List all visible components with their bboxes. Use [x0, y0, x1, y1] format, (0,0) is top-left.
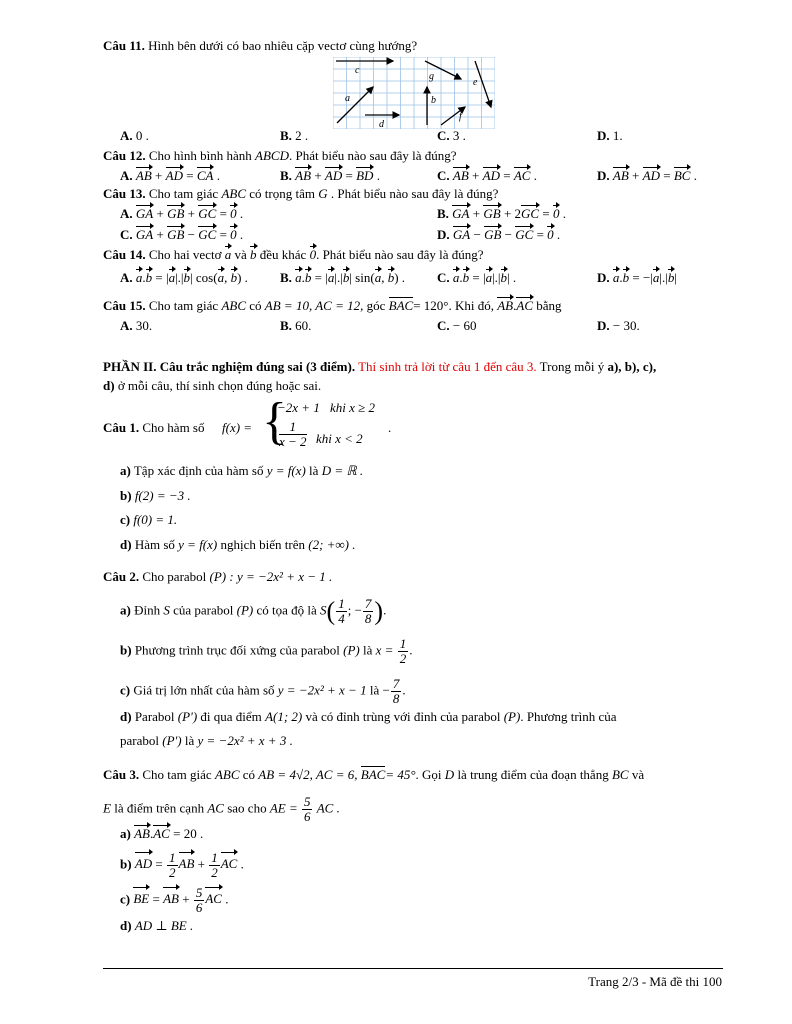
q12-option-a[interactable]: A. AB + AD = CA .: [120, 168, 220, 183]
p2-item-d-line2: parabol (P') là y = −2x² + x + 3 .: [120, 733, 293, 748]
q13-option-c[interactable]: C. GA + GB − GC = 0 .: [120, 227, 244, 242]
p1-case2: $\frac{1}{x - 2}$: [279, 419, 307, 449]
p1-item-c[interactable]: c) f(0) = 1.: [120, 512, 178, 527]
p3-stem-line2: E là điểm trên cạnh AC sao cho AE = $\frac{5}{6}$ AC .: [103, 794, 340, 824]
q13-stem: Câu 13. Cho tam giác ABC có trọng tâm G . Phát biểu nào sau đây là đúng?: [103, 186, 499, 201]
q12-stem: Câu 12. Cho hình bình hành ABCD. Phát biểu nào sau đây là đúng?: [103, 148, 457, 163]
q15-option-b[interactable]: B. 60.: [280, 318, 312, 333]
part2-heading: PHẦN II. Câu trắc nghiệm đúng sai (3 điểm). Thí sinh trả lời từ câu 1 đến câu 3. Trong mỗi ý a), b), c),: [103, 359, 657, 374]
q12-option-d[interactable]: D. AB + AD = BC .: [597, 168, 697, 183]
q11-stem: [103, 38, 417, 54]
vec-label-e: e: [473, 77, 478, 88]
q12-option-b[interactable]: B. AB + AD = BD .: [280, 168, 380, 183]
p2-item-d[interactable]: d) Parabol (P') đi qua điểm A(1; 2) và có đỉnh trùng với đỉnh của parabol (P). Phương trình của: [120, 709, 617, 724]
q11-label: Câu 11.: [103, 38, 145, 53]
q11-option-d[interactable]: D. 1.: [597, 128, 623, 143]
p3-item-a[interactable]: a) AB.AC = 20 .: [120, 826, 204, 841]
vec-label-g: g: [429, 71, 434, 82]
q15-option-d[interactable]: D. − 30.: [597, 318, 640, 333]
p1-case2-cond: khi x < 2: [316, 431, 363, 446]
p1-item-b[interactable]: b) f(2) = −3 .: [120, 488, 191, 503]
p1-fx: f(x) =: [222, 420, 253, 435]
q13-option-d[interactable]: D. GA − GB − GC = 0 .: [437, 227, 561, 242]
vector-grid-figure: [333, 57, 495, 129]
p1-stem: Câu 1. Cho hàm số: [103, 420, 205, 435]
vec-label-f: f: [459, 111, 462, 122]
q15-option-a[interactable]: A. 30.: [120, 318, 153, 333]
p2-item-a[interactable]: a) Đỉnh S của parabol (P) có tọa độ là S( $\frac{1}{4}$ ; − $\frac{7}{8}$ ).: [120, 596, 387, 626]
q14-option-c[interactable]: C. a.b = |a|.|b| .: [437, 270, 517, 285]
p1-item-a[interactable]: a) Tập xác định của hàm số y = f(x) là D = ℝ .: [120, 463, 364, 478]
p2-stem: Câu 2. Cho parabol (P) : y = −2x² + x − 1 .: [103, 569, 333, 584]
p2-item-b[interactable]: b) Phương trình trục đối xứng của parabol (P) là x = $\frac{1}{2}$ .: [120, 636, 413, 666]
p1-case1: −2x + 1: [277, 400, 320, 415]
q14-option-d[interactable]: D. a.b = −|a|.|b|: [597, 270, 677, 285]
q12-option-c[interactable]: C. AB + AD = AC .: [437, 168, 537, 183]
vec-label-d: d: [379, 119, 384, 129]
p2-item-c[interactable]: c) Giá trị lớn nhất của hàm số y = −2x² + x − 1 là − $\frac{7}{8}$ .: [120, 676, 406, 706]
q14-option-a[interactable]: A. a.b = |a|.|b| cos(a, b) .: [120, 270, 248, 285]
q14-option-b[interactable]: B. a.b = |a|.|b| sin(a, b) .: [280, 270, 406, 285]
q11-option-a[interactable]: A. 0 .: [120, 128, 149, 143]
p1-item-d[interactable]: d) Hàm số y = f(x) nghịch biến trên (2; +∞) .: [120, 537, 356, 552]
q15-stem: Câu 15. Cho tam giác ABC có AB = 10, AC = 12, góc BAC= 120°. Khi đó, AB.AC bằng: [103, 298, 562, 313]
footer-divider: [103, 968, 723, 969]
page-footer: Trang 2/3 - Mã đề thi 100: [588, 974, 722, 989]
q11-text: Hình bên dưới có bao nhiêu cặp vectơ cùng hướng?: [148, 38, 418, 53]
vec-label-c: c: [355, 65, 360, 76]
vec-label-b: b: [431, 95, 436, 106]
q13-option-b[interactable]: B. GA + GB + 2GC = 0 .: [437, 206, 566, 221]
p3-item-c[interactable]: c) BE = AB + $\frac{5}{6}$ AC .: [120, 885, 229, 915]
p3-item-b[interactable]: b) AD = $\frac{1}{2}$ AB + $\frac{1}{2}$ AC .: [120, 850, 244, 880]
p3-stem: Câu 3. Cho tam giác ABC có AB = 4√2, AC = 6, BAC= 45°. Gọi D là trung điểm của đoạn thẳng BC và: [103, 767, 645, 782]
part2-heading-line2: d) ở mỗi câu, thí sinh chọn đúng hoặc sai.: [103, 378, 322, 393]
p1-brace: {: [262, 393, 287, 450]
q15-option-c[interactable]: C. − 60: [437, 318, 477, 333]
vec-label-a: a: [345, 93, 350, 104]
p1-case1-cond: khi x ≥ 2: [330, 400, 376, 415]
q11-option-b[interactable]: B. 2 .: [280, 128, 309, 143]
q14-stem: Câu 14. Cho hai vectơ a và b đều khác 0. Phát biểu nào sau đây là đúng?: [103, 247, 484, 262]
p3-item-d[interactable]: d) AD ⊥ BE .: [120, 918, 194, 933]
exam-page: Câu 11. Hình bên dưới có bao nhiêu cặp vectơ cùng hướng? c a d g e b f A. 0 . B. 2 . C. 3 . D. 1. Câu 12. Cho hình bình hành ABCD. Phát biểu nào sau đây là đúng? A. AB + AD = CA . B. AB + AD = BD . C. AB + AD = AC . D. AB + AD = BC . Câu 13. Cho tam giác ABC có trọng tâm G . Phát biểu nào sau đây là đúng? A. GA + GB + GC = 0 . B. GA + GB + 2GC = 0 . C. GA + GB − GC = 0 . D. GA − GB − GC = 0 . Câu 14. Cho hai vectơ a và b đều khác 0. Phát biểu nào sau đây là đúng? A. a.b = |a|.|b| cos(a, b) . B. a.b = |a|.|b| sin(a, b) . C. a.b = |a|.|b| . D. a.b = −|a|.|b| Câu 15. Cho tam giác ABC có AB = 10, AC = 12, góc BAC= 120°. Khi đó, AB.AC bằng A. 30. B. 60. C. − 60 D. − 30. PHẦN II. Câu trắc nghiệm đúng sai (3 điểm). Thí sinh trả lời từ câu 1 đến câu 3. Trong mỗi ý a), b), c), d) ở mỗi câu, thí sinh chọn đúng hoặc sai. Câu 1. Cho hàm số f(x) = { −2x + 1 khi x ≥ 2 $\frac{1}{x - 2}$ khi x < 2 . a) Tập xác định của hàm số y = f(x) là D = ℝ . b) f(2) = −3 . c) f(0) = 1. d) Hàm số y = f(x) nghịch biến trên (2; +∞) . Câu 2. Cho parabol (P) : y = −2x² + x − 1 . a) Đỉnh S của parabol (P) có tọa độ là S( $\frac{1}{4}$ ; − $\frac{7}{8}$ ). b) Phương trình trục đối xứng của parabol (P) là x = $\frac{1}{2}$ . c) Giá trị lớn nhất của hàm số y = −2x² + x − 1 là − $\frac{7}{8}$ . d) Parabol (P') đi qua điểm A(1; 2) và có đỉnh trùng với đỉnh của parabol (P). Phương trình của parabol (P') là y = −2x² + x + 3 . Câu 3. Cho tam giác ABC có AB = 4√2, AC = 6, BAC= 45°. Gọi D là trung điểm của đoạn thẳng BC và E là điểm trên cạnh AC sao cho AE = $\frac{5}{6}$ AC . a) AB.AC = 20 . b) AD = $\frac{1}{2}$ AB + $\frac{1}{2}$ AC . c) BE = AB + $\frac{5}{6}$ AC . d) AD ⊥ BE . Trang 2/3 - Mã đề thi 100: [103, 38, 722, 989]
q13-option-a[interactable]: A. GA + GB + GC = 0 .: [120, 206, 244, 221]
q11-option-c[interactable]: C. 3 .: [437, 128, 466, 143]
